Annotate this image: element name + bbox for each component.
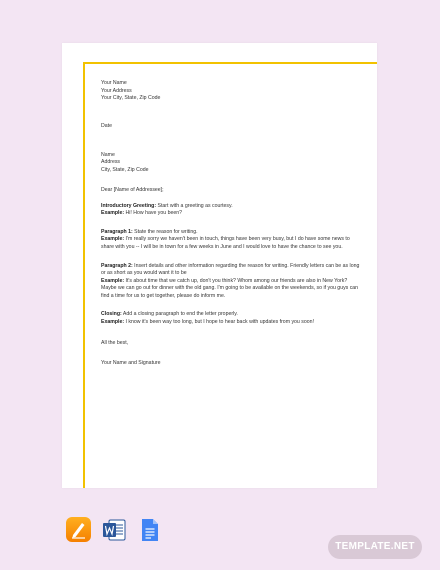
page-border-top [83, 62, 377, 64]
intro-example [101, 210, 363, 218]
paragraph-1-example [101, 236, 363, 251]
intro-text: Start with a greeting as courtesy. [156, 202, 233, 209]
intro-example-text: Hi! How have you been? [124, 210, 183, 217]
sender-address: Your Address [101, 87, 132, 94]
paragraph-2 [101, 263, 363, 278]
pages-icon[interactable] [66, 517, 91, 542]
template-net-badge[interactable]: TEMPLATE.NET [328, 535, 422, 559]
p2-example-text: It's about time that we catch up, don't you think? Whom among our friends are also in New York? Maybe we can go out for dinner with the old gang. I'm going to be available on the weekends, so if you guys can find a time for us to get together, please do inform me. [101, 277, 359, 299]
closing [101, 311, 363, 319]
signoff: All the best, [101, 339, 129, 346]
p2-text: Insert details and other information regarding the reason for writing. Friendly letters can be as long or as short as you would want it to be [101, 262, 360, 277]
closing-example-label: Example: [101, 319, 125, 326]
intro-example-label: Example: [101, 210, 125, 217]
page-border-left [83, 62, 85, 488]
signature: Your Name and Signature [101, 360, 161, 367]
letter-date: Date [101, 123, 112, 130]
word-icon[interactable] [101, 517, 127, 543]
p2-example-label: Example: [101, 277, 125, 284]
p1-example-text: I'm really sorry we haven't been in touch, things have been very busy, but I do have some news to share with you -- I will be in town for a few weeks in June and I would love to have the chance to see you. [101, 236, 350, 250]
intro-greeting [101, 203, 363, 211]
google-docs-icon[interactable] [137, 517, 163, 543]
salutation: Dear [Name of Addressee]; [101, 187, 164, 194]
paragraph-1 [101, 229, 363, 237]
closing-example [101, 319, 363, 327]
p1-example-label: Example: [101, 236, 125, 243]
p1-label: Paragraph 1: [101, 228, 133, 235]
sender-name: Your Name [101, 80, 127, 86]
letter-body [101, 80, 363, 368]
recipient-city: City, State, Zip Code [101, 166, 149, 173]
closing-text: Add a closing paragraph to end the letter properly. [121, 311, 238, 318]
recipient-address: Address [101, 159, 121, 166]
p1-text: State the reason for writing. [132, 228, 198, 235]
closing-example-text: I know it's been way too long, but I hope to hear back with updates from you soon! [124, 319, 314, 326]
app-icons [66, 517, 163, 545]
intro-label: Introductory Greeting: [101, 202, 157, 209]
p2-label: Paragraph 2: [101, 262, 133, 269]
paragraph-2-example [101, 278, 363, 301]
closing-label: Closing: [101, 311, 122, 318]
sender-city: Your City, State, Zip Code [101, 95, 161, 102]
recipient-name: Name [101, 151, 115, 158]
